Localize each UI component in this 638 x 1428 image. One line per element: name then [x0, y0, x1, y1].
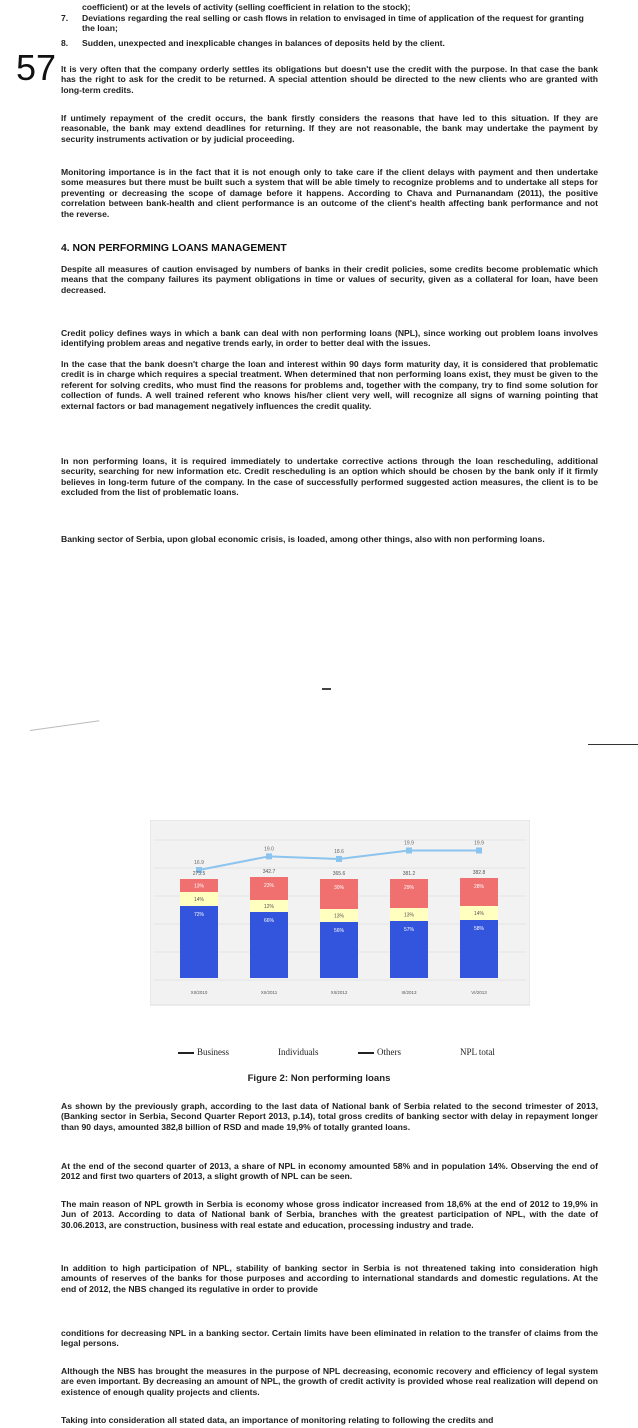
legend-label: NPL total	[460, 1047, 495, 1057]
npl-total-point	[476, 848, 482, 854]
list-number: 8.	[61, 38, 69, 48]
paragraph: As shown by the previously graph, according to the last data of National bank of Serbia related to the second trimester of 2013, (Banking sector in Serbia, Second Quarter Report 2013, p.14), total gross credits of banking sector with delay in repayment longer than 90 days, amounted 382,8 billion of RSD and made 19,9% of totally granted loans.	[61, 1101, 598, 1132]
section-heading: 4. NON PERFORMING LOANS MANAGEMENT	[61, 243, 287, 254]
bar-label: 56%	[333, 928, 345, 934]
bar-label: 58%	[473, 926, 485, 932]
category-label: XII/2012	[330, 990, 348, 995]
bar-label: 12%	[263, 904, 275, 910]
bar-label: 29%	[403, 885, 415, 891]
list-item	[61, 13, 598, 34]
amount-label: 365.6	[332, 871, 346, 877]
legend-label: Business	[197, 1047, 230, 1057]
bar-label: 14%	[193, 897, 205, 903]
npl-pct-label: 19.9	[404, 840, 414, 847]
bar-label: 30%	[333, 885, 345, 891]
list-text: Deviations regarding the real selling or cash flows in relation to envisaged in time of application of the request for granting the loan;	[82, 13, 584, 34]
paragraph: The main reason of NPL growth in Serbia is economy whose gross indicator increased from 18,6% at the end of 2012 to 19,9% in Jun of 2013. According to data of National bank of Serbia, branches with the greatest participation of NPL, with the date of 30.06.2013, are construction, business with real estate and education, processing industry and trade.	[61, 1199, 598, 1230]
legend-line-swatch	[178, 1052, 194, 1054]
paragraph: In the case that the bank doesn't charge the loan and interest within 90 days form maturity day, it is considered that problematic credit is in charge which requires a special treatment. When determined that non performing loans exist, they must be given to the referent for solving credits, who must find the reasons for problems and, together with the company, try to find some solution for collection of funds. A well trained referent who knows his/her client very well, will recognize all signs of warning pointing that external factors or bad management negatively influences the credit quality.	[61, 359, 598, 411]
legend-others	[358, 1047, 401, 1057]
scan-line	[588, 744, 638, 745]
legend-label: Others	[377, 1047, 401, 1057]
bar-label: 13%	[333, 913, 345, 920]
npl-pct-label: 18.6	[334, 848, 344, 855]
legend-npl-total	[460, 1047, 495, 1057]
legend-individuals	[278, 1047, 319, 1057]
npl-total-point	[266, 853, 272, 859]
npl-pct-label: 19.9	[474, 840, 484, 847]
bar-label: 14%	[473, 911, 485, 917]
list-number: 7.	[61, 13, 69, 23]
category-label: XII/2011	[260, 990, 278, 995]
paragraph: It is very often that the company orderly settles its obligations but doesn't use the credit with the purpose. In that case the bank has the right to ask for the credit to be returned. A special attention should be directed to the new clients who are granted with long-term credits.	[61, 64, 598, 95]
bar-label: 72%	[193, 912, 205, 918]
bar-label: 57%	[403, 927, 415, 933]
category-label: III/2013	[401, 990, 417, 995]
paragraph: In non performing loans, it is required immediately to undertake corrective actions through the loan rescheduling, additional security, searching for new information etc. Credit rescheduling is an option which should be chosen by the bank only if it firmly believes in long-term future of the company. In the case of successfully performed suggested action measures, the client is to be excluded from the list of problematic loans.	[61, 456, 598, 498]
scan-mark	[322, 688, 331, 690]
npl-total-point	[406, 848, 412, 854]
paragraph: Despite all measures of caution envisaged by numbers of banks in their credit policies, some credits become problematic which means that the company failures its payment obligations in time or values of security, given as a collateral for loan, have been decreased.	[61, 264, 598, 295]
bar-label: 23%	[263, 883, 275, 889]
category-label: VI/2013	[471, 990, 487, 995]
paragraph: Credit policy defines ways in which a bank can deal with non performing loans (NPL), since working out problem loans involves identifying problem areas and negative trends early, in order to better deal with the issues.	[61, 328, 598, 349]
amount-label: 381.2	[402, 871, 416, 877]
paragraph: conditions for decreasing NPL in a banking sector. Certain limits have been eliminated in relation to the transfer of claims from the legal persons.	[61, 1328, 598, 1349]
category-label: XII/2010	[190, 990, 208, 995]
page-number: 57	[16, 47, 57, 88]
npl-pct-label: 16.9	[194, 860, 204, 866]
list-text: coefficient) or at the levels of activity (selling coefficient in relation to the stock);	[82, 2, 411, 12]
npl-total-point	[336, 856, 342, 862]
paragraph: Although the NBS has brought the measures in the purpose of NPL decreasing, economic recovery and efficiency of legal system are even important. By decreasing an amount of NPL, the growth of credit activity is provided whose real realization will depend on existence of enough quality projects and clients.	[61, 1366, 598, 1397]
bar-label: 13%	[193, 883, 205, 890]
legend-business	[178, 1047, 229, 1057]
figure-caption: Figure 2: Non performing loans	[247, 1073, 391, 1084]
bar-others	[390, 879, 428, 908]
npl-chart	[150, 820, 530, 1030]
paragraph: Taking into consideration all stated data, an importance of monitoring relating to following the credits and	[61, 1415, 494, 1425]
paragraph: At the end of the second quarter of 2013, a share of NPL in economy amounted 58% and in population 14%. Observing the end of 2012 and first two quarters of 2013, a slight growth of NPL can be seen.	[61, 1161, 598, 1182]
list-item	[61, 38, 598, 48]
scan-line	[30, 720, 99, 731]
amount-label: 382.8	[472, 870, 486, 876]
paragraph: If untimely repayment of the credit occurs, the bank firstly considers the reasons that have led to this situation. If they are reasonable, the bank may extend deadlines for returning. If they are not reasonable, the bank may undertake the payment by security instruments activation or by judicial proceeding.	[61, 113, 598, 144]
list-item	[61, 2, 598, 12]
paragraph: Banking sector of Serbia, upon global economic crisis, is loaded, among other things, also with non performing loans.	[61, 534, 545, 544]
bar-others	[320, 879, 358, 909]
legend-line-swatch	[358, 1052, 374, 1054]
legend-label: Individuals	[278, 1047, 319, 1057]
paragraph: In addition to high participation of NPL, stability of banking sector in Serbia is not threatened taking into consideration high amounts of reserves of the banks for those purposes and according to international standards and domestic regulations. At the end of 2012, the NBS changed its regulative in order to provide	[61, 1263, 598, 1294]
amount-label: 273.5	[192, 871, 206, 877]
bar-others	[460, 878, 498, 906]
amount-label: 342.7	[262, 869, 276, 875]
bar-label: 28%	[473, 884, 485, 890]
npl-pct-label: 19.0	[264, 846, 274, 853]
paragraph: Monitoring importance is in the fact that it is not enough only to take care if the client delays with payment and then undertake some measures but there must be built such a system that will be able timely to recognize problems and to undertake all steps for preventing or decreasing the scope of damage before it happens. According to Chava and Purnanandam (2011), the positive correlation between bank-health and client performance is an outcome of the client's health affecting bank performance and not the reverse.	[61, 167, 598, 219]
bar-label: 66%	[263, 918, 275, 924]
list-text: Sudden, unexpected and inexplicable changes in balances of deposits held by the client.	[82, 38, 445, 48]
bar-label: 13%	[403, 912, 415, 919]
